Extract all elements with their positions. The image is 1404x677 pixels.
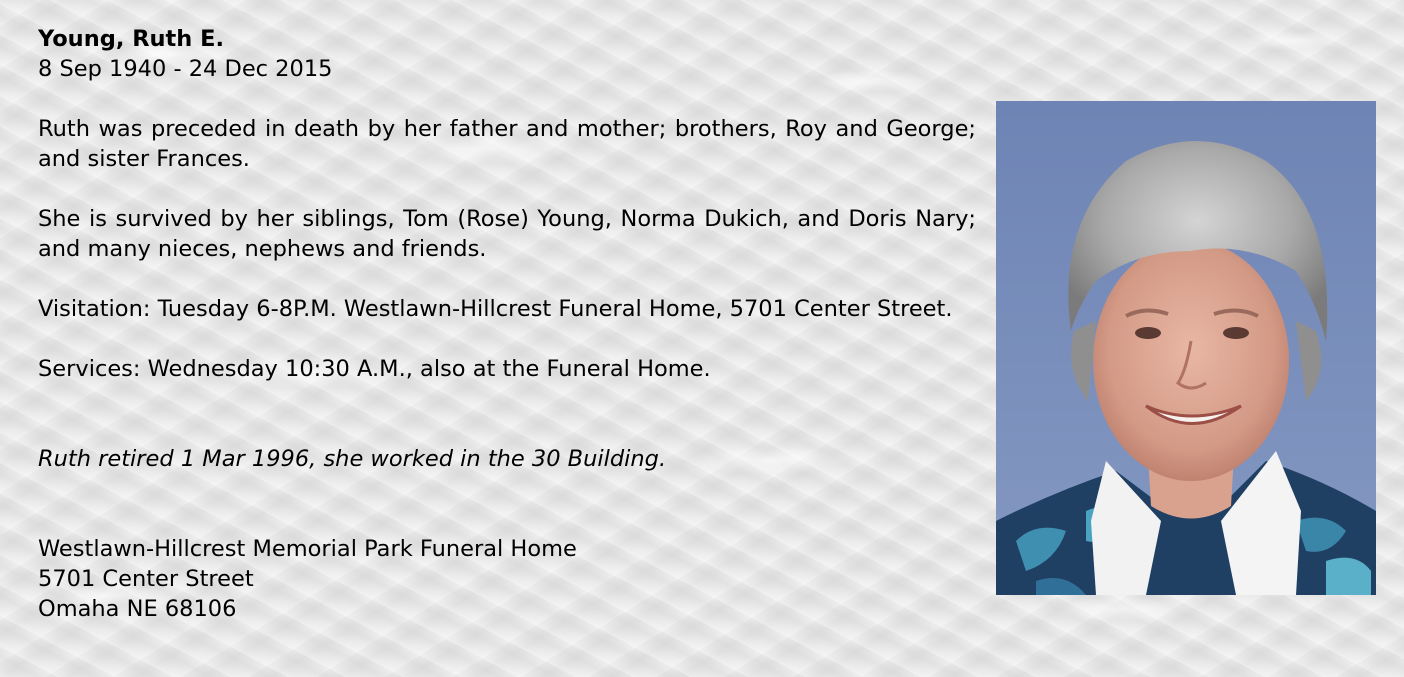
life-dates: 8 Sep 1940 - 24 Dec 2015 [38, 56, 333, 82]
retirement-note: Ruth retired 1 Mar 1996, she worked in the 30 Building. [38, 446, 667, 472]
obituary-text [38, 24, 976, 624]
survived-paragraph: She is survived by her siblings, Tom (Rose) Young, Norma Dukich, and Doris Nary; and many nieces, nephews and friends. [38, 206, 976, 262]
deceased-name: Young, Ruth E. [38, 26, 225, 52]
funeral-home-name: Westlawn-Hillcrest Memorial Park Funeral Home [38, 536, 577, 562]
services-paragraph: Services: Wednesday 10:30 A.M., also at the Funeral Home. [38, 356, 711, 382]
funeral-home-street: 5701 Center Street [38, 566, 254, 592]
funeral-home-city: Omaha NE 68106 [38, 596, 237, 622]
visitation-paragraph: Visitation: Tuesday 6-8P.M. Westlawn-Hillcrest Funeral Home, 5701 Center Street. [38, 296, 953, 322]
funeral-home-address [38, 534, 976, 624]
preceded-paragraph: Ruth was preceded in death by her father and mother; brothers, Roy and George; and sister Frances. [38, 116, 976, 172]
portrait-illustration [996, 101, 1376, 595]
portrait-photo [996, 101, 1376, 595]
